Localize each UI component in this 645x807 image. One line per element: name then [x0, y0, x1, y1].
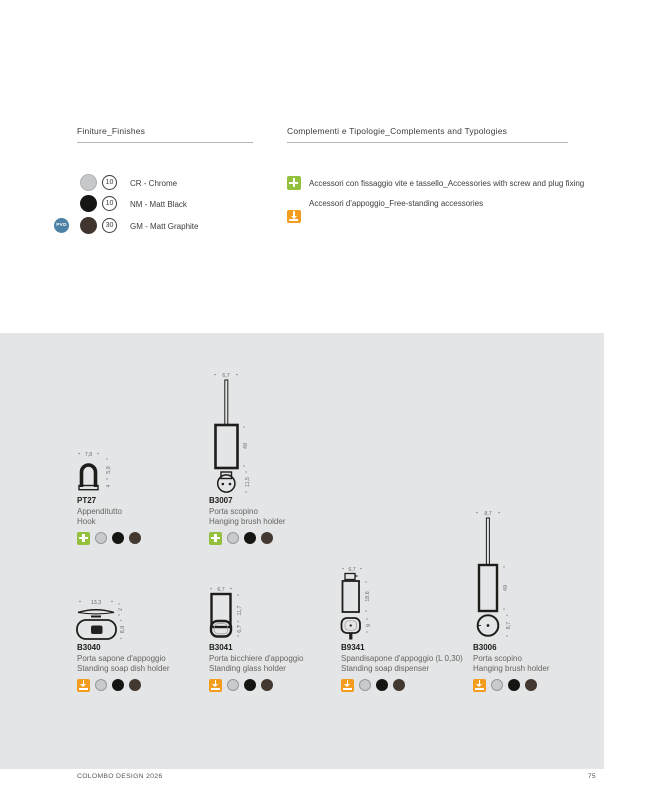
- finish-options: [209, 532, 339, 545]
- finish-dot-chrome: [491, 679, 504, 692]
- chrome-swatch: [80, 174, 97, 191]
- chrome-count-value: 10: [105, 179, 114, 186]
- finishes-title: Finiture_Finishes: [77, 126, 146, 136]
- finish-dot-matt-graphite: [261, 679, 274, 692]
- product-name-en: Standing soap dish holder: [77, 664, 170, 673]
- b3041-technical-drawing: [203, 583, 255, 640]
- finish-dot-matt-graphite: [525, 679, 538, 692]
- screw-fixing-icon: [209, 532, 222, 545]
- free-standing-label: Accessori d'appoggio_Free-standing accessories: [309, 199, 484, 208]
- free-standing-icon: [473, 679, 486, 692]
- matt-graphite-label: GM - Matt Graphite: [130, 222, 199, 231]
- product-name-en: Hanging brush holder: [209, 517, 286, 526]
- pvd-badge: PVD: [54, 218, 69, 233]
- product-name-it: Porta scopino: [209, 506, 258, 516]
- finish-dot-matt-graphite: [261, 532, 274, 545]
- product-code: B3040: [77, 643, 101, 652]
- b3040-dim-width: 13,3: [90, 599, 102, 606]
- b3007-technical-drawing: [203, 369, 259, 493]
- finish-dot-matt-graphite: [129, 532, 142, 545]
- product-card-b3007: [209, 496, 339, 545]
- free-standing-icon: [287, 210, 301, 224]
- b3040-dim-height: 2: [118, 608, 124, 611]
- product-name-en: Hanging brush holder: [473, 664, 550, 673]
- finish-options: [473, 679, 603, 692]
- b9341-dim-depth: 9: [366, 624, 372, 627]
- b3006-dim-height: 49: [503, 585, 509, 591]
- b3006-dim-width: 8,7: [484, 510, 492, 517]
- product-code: B9341: [341, 643, 365, 652]
- screw-fixing-icon: [287, 176, 301, 190]
- chrome-label: CR - Chrome: [130, 179, 178, 188]
- product-name-en: Standing soap dispenser: [341, 664, 430, 673]
- pt27-dim-height: 5,9: [106, 466, 112, 474]
- chrome-count: [102, 175, 117, 190]
- footer-brand: COLOMBO DESIGN 2026: [77, 773, 163, 780]
- b3040-dim-depth: 8,9: [120, 625, 126, 634]
- product-name-it: Appenditutto: [77, 506, 122, 516]
- pt27-dim-width: 7,8: [84, 451, 93, 458]
- finishes-rule: [77, 142, 253, 143]
- product-name-it: Porta scopino: [473, 653, 522, 663]
- b9341-dim-height: 18,6: [365, 591, 371, 602]
- b9341-technical-drawing: [336, 563, 392, 640]
- finish-options: [341, 679, 471, 692]
- matt-black-swatch: [80, 195, 97, 212]
- matt-black-label: NM - Matt Black: [130, 200, 187, 209]
- finish-dot-chrome: [95, 532, 108, 545]
- finish-dot-matt-black: [112, 532, 125, 545]
- typologies-rule: [287, 142, 568, 143]
- b3006-technical-drawing: [466, 507, 520, 640]
- product-name-it: Porta bicchiere d'appoggio: [209, 653, 304, 663]
- b3007-dim-width: 6,7: [222, 372, 230, 379]
- finish-dot-matt-black: [244, 679, 257, 692]
- product-name-it: Spandisapone d'appoggio (L 0,30): [341, 653, 463, 663]
- product-card-pt27: [77, 496, 207, 545]
- product-name-en: Standing glass holder: [209, 664, 286, 673]
- product-code: B3007: [209, 496, 233, 505]
- matt-black-count-value: 10: [105, 200, 114, 207]
- free-standing-icon: [77, 679, 90, 692]
- pt27-technical-drawing: [70, 448, 116, 492]
- finish-dot-matt-black: [508, 679, 521, 692]
- finish-options: [209, 679, 339, 692]
- matt-graphite-swatch: [80, 217, 97, 234]
- product-card-b9341: [341, 643, 471, 692]
- product-name-it: Porta sapone d'appoggio: [77, 653, 166, 663]
- b3041-dim-width: 6,7: [217, 586, 225, 593]
- screw-fixing-icon: [77, 532, 90, 545]
- finish-dot-chrome: [227, 679, 240, 692]
- free-standing-icon: [341, 679, 354, 692]
- finish-dot-matt-black: [112, 679, 125, 692]
- product-code: B3041: [209, 643, 233, 652]
- pt27-dim-depth: 4: [106, 484, 112, 488]
- b3040-technical-drawing: [70, 596, 130, 640]
- product-card-b3006: [473, 643, 603, 692]
- b3007-dim-base: 11,5: [245, 477, 251, 487]
- finish-dot-matt-black: [244, 532, 257, 545]
- matt-black-count: [102, 196, 117, 211]
- finish-dot-chrome: [227, 532, 240, 545]
- finish-dot-matt-graphite: [393, 679, 406, 692]
- b3006-dim-base: 8,7: [506, 621, 512, 630]
- typologies-title: Complementi e Tipologie_Complements and Typologies: [287, 126, 508, 136]
- product-card-b3040: [77, 643, 207, 692]
- free-standing-icon: [209, 679, 222, 692]
- finish-options: [77, 679, 207, 692]
- b3041-dim-height: 11,7: [237, 605, 243, 616]
- finish-dot-chrome: [359, 679, 372, 692]
- screw-fixing-label: Accessori con fissaggio vite e tassello_Accessories with screw and plug fixing: [309, 179, 585, 188]
- matt-graphite-count-value: 30: [105, 222, 114, 229]
- finish-dot-chrome: [95, 679, 108, 692]
- b3041-dim-depth: 6,7: [237, 625, 243, 633]
- product-code: B3006: [473, 643, 497, 652]
- product-card-b3041: [209, 643, 339, 692]
- b9341-dim-width: 6,7: [348, 566, 356, 573]
- finish-dot-matt-graphite: [129, 679, 142, 692]
- product-name-en: Hook: [77, 517, 96, 526]
- finish-dot-matt-black: [376, 679, 389, 692]
- matt-graphite-count: [102, 218, 117, 233]
- b3007-dim-height: 49: [243, 443, 249, 449]
- footer-page-number: 75: [587, 773, 596, 780]
- finish-options: [77, 532, 207, 545]
- product-code: PT27: [77, 496, 97, 505]
